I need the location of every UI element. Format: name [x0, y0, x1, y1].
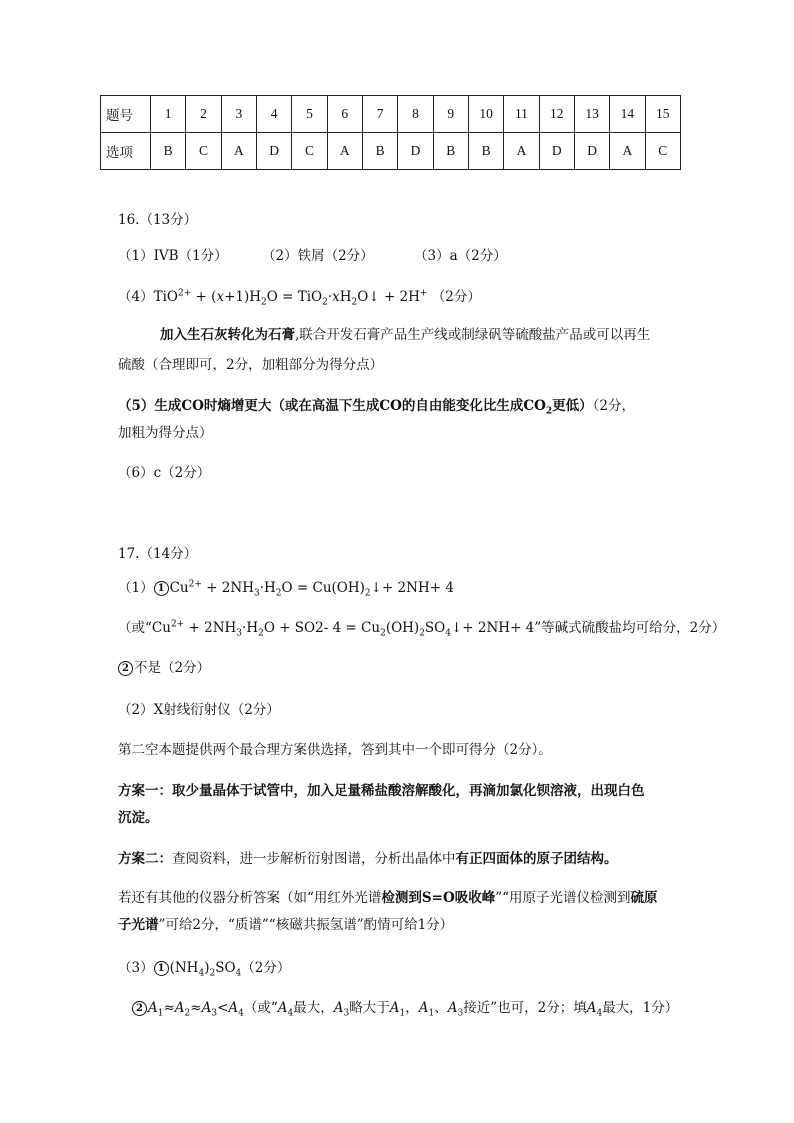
- answer-option: D: [574, 133, 609, 170]
- eq-text: ·H: [259, 580, 276, 596]
- question-number: 5: [292, 96, 327, 133]
- answer-option: D: [539, 133, 574, 170]
- key-point: 硫原: [630, 890, 658, 906]
- eq-text: ): [204, 960, 210, 976]
- eq-sub: 4: [235, 968, 242, 979]
- answer-table: [100, 95, 681, 170]
- q17-part3-1: [118, 958, 290, 978]
- answer-option: A: [327, 133, 362, 170]
- eq-text: O = Cu(OH): [281, 580, 365, 596]
- eq-sub: 4: [445, 628, 451, 639]
- answer-option: B: [362, 133, 397, 170]
- key-point: 更低）: [552, 398, 593, 414]
- q16-part4-text-line2: 硫酸（合理即可，2分，加粗部分为得分点）: [118, 357, 384, 373]
- question-number: 2: [186, 96, 221, 133]
- q16-part5-line1: [118, 396, 635, 416]
- key-point: （5）生成CO时熵增更大（或在高温下生成CO的自由能变化比生成CO: [118, 398, 546, 414]
- circled-number-1: 1: [154, 961, 169, 976]
- q17-plan1-line1: 方案一：取少量晶体于试管中，加入足量稀盐酸溶解酸化，再滴加氯化钡溶液，出现白色: [118, 783, 645, 799]
- eq-text: O = TiO: [266, 289, 323, 305]
- eq-text: + (: [191, 289, 217, 305]
- eq-text: + 2NH: [184, 620, 237, 636]
- sub: 4: [287, 1008, 294, 1019]
- q17-part1-equation: [118, 578, 454, 598]
- eq-text: +1)H: [224, 289, 262, 305]
- symbol: <: [217, 1000, 229, 1016]
- text: ”可给2分，“质谱”“核磁共振氢谱”酌情可给1分）: [158, 917, 454, 933]
- q17-other-line2: [118, 915, 453, 935]
- question-number: 1: [151, 96, 186, 133]
- question-number: 6: [327, 96, 362, 133]
- question-number: 15: [645, 96, 680, 133]
- var: A: [586, 1000, 597, 1016]
- answer-option: D: [398, 133, 433, 170]
- symbol: ≈: [190, 1000, 202, 1016]
- q17-title: 17.（14分）: [118, 546, 198, 562]
- answer-table-number-row: [101, 96, 681, 133]
- sub: 1: [399, 1008, 406, 1019]
- sub: 1: [428, 1008, 435, 1019]
- row-label-number: 题号: [101, 96, 151, 133]
- eq-sub: 2: [275, 588, 282, 599]
- circled-number-1: 1: [154, 581, 169, 596]
- eq-text: ·: [327, 289, 333, 305]
- eq-text: O↓ + 2H: [357, 289, 420, 305]
- eq-sup: 2+: [177, 288, 192, 299]
- q16-part5-line2: 加粗为得分点）: [118, 425, 213, 441]
- answer-option: B: [468, 133, 503, 170]
- var: A: [389, 1000, 400, 1016]
- eq-var: x: [216, 289, 225, 305]
- sub: 2: [184, 1008, 191, 1019]
- sub: 4: [238, 1008, 244, 1019]
- text: 查阅资料，进一步解析衍射图谱，分析出晶体中: [172, 851, 456, 867]
- plan-label: 方案二：: [118, 851, 172, 867]
- text: （3）: [118, 960, 154, 976]
- question-number: 9: [433, 96, 468, 133]
- text: （1）: [118, 580, 154, 596]
- q16-part3: （3）a（2分）: [414, 248, 507, 264]
- key-point: 检测到S=O吸收峰: [381, 890, 496, 906]
- text: 不是（2分）: [134, 660, 211, 676]
- answer-option: A: [610, 133, 645, 170]
- eq-sub: 3: [236, 628, 243, 639]
- question-number: 7: [362, 96, 397, 133]
- var: A: [201, 1000, 212, 1016]
- var: A: [447, 1000, 458, 1016]
- sub: 4: [596, 1008, 603, 1019]
- circled-number-2: 2: [132, 1001, 147, 1016]
- answer-option: C: [186, 133, 221, 170]
- eq-text: SO: [215, 960, 236, 976]
- text: （2分，: [592, 398, 636, 414]
- answer-option: A: [221, 133, 256, 170]
- text: 略大于: [349, 1000, 390, 1016]
- eq-text: Cu: [169, 580, 189, 596]
- key-point: 有正四面体的原子团结构。: [455, 851, 618, 867]
- var: A: [277, 1000, 288, 1016]
- eq-sub: 2: [380, 628, 386, 639]
- eq-sub: 2: [545, 406, 553, 417]
- var: A: [418, 1000, 429, 1016]
- q17-part3-2: [132, 998, 678, 1018]
- question-number: 3: [221, 96, 256, 133]
- text: 接近”也可，2分；填: [463, 1000, 587, 1016]
- answer-option: C: [292, 133, 327, 170]
- eq-text: H: [339, 289, 352, 305]
- eq-text: SO: [424, 620, 446, 636]
- eq-text: O + SO2- 4 = Cu: [263, 620, 381, 636]
- eq-sub: 4: [198, 968, 205, 979]
- eq-text: ·H: [242, 620, 259, 636]
- q16-part6: （6）c（2分）: [118, 465, 211, 481]
- eq-sub: 2: [209, 968, 216, 979]
- q16-part4-equation: [118, 287, 481, 307]
- q17-note: 第二空本题提供两个最合理方案供选择，答到其中一个即可得分（2分）。: [118, 742, 552, 758]
- text: 若还有其他的仪器分析答案（如“用红外光谱: [118, 890, 382, 906]
- eq-text: （4）TiO: [118, 289, 178, 305]
- question-number: 11: [504, 96, 539, 133]
- text: ”“用原子光谱仪检测到: [495, 890, 631, 906]
- question-number: 13: [574, 96, 609, 133]
- question-number: 10: [468, 96, 503, 133]
- sub: 1: [157, 1008, 164, 1019]
- eq-text: ↓+ 2NH+ 4: [370, 580, 454, 596]
- sub: 3: [211, 1008, 218, 1019]
- q16-part1: （1）IVB（1分）: [118, 248, 228, 264]
- q17-plan1-line2: 沉淀。: [118, 810, 159, 826]
- text: 、: [434, 1000, 448, 1016]
- question-number: 12: [539, 96, 574, 133]
- circled-number-2: 2: [118, 661, 133, 676]
- q16-part4-text-line1: [160, 325, 650, 345]
- eq-sub: 2: [322, 297, 328, 308]
- answer-option: C: [645, 133, 680, 170]
- sub: 3: [457, 1008, 464, 1019]
- eq-sub: 2: [261, 297, 267, 308]
- eq-text: (OH): [385, 620, 420, 636]
- eq-sub: 2: [364, 588, 371, 599]
- eq-sup: +: [419, 288, 428, 299]
- var: A: [333, 1000, 344, 1016]
- text: ↓+ 2NH+ 4”等碱式硫酸盐均可给分，2分）: [450, 620, 726, 636]
- sub: 3: [343, 1008, 350, 1019]
- q17-part1-alt: [118, 618, 725, 638]
- text: ,联合开发石膏产品生产线或制绿矾等硫酸盐产品或可以再生: [295, 327, 651, 343]
- key-point: 子光谱: [118, 917, 159, 933]
- eq-sub: 2: [419, 628, 425, 639]
- q17-part2: （2）X射线衍射仪（2分）: [118, 702, 280, 718]
- text: （2分）: [241, 960, 291, 976]
- q17-other-line1: [118, 888, 658, 908]
- text: 最大，1分）: [602, 1000, 679, 1016]
- var: A: [148, 1000, 158, 1016]
- text: （或“Cu: [118, 620, 171, 636]
- answer-option: A: [504, 133, 539, 170]
- question-number: 14: [610, 96, 645, 133]
- eq-sub: 3: [253, 588, 260, 599]
- eq-text: (NH: [169, 960, 199, 976]
- text: ，: [405, 1000, 419, 1016]
- q16-part2: （2）铁屑（2分）: [262, 248, 374, 264]
- eq-sub: 2: [351, 297, 358, 308]
- eq-text: + 2NH: [201, 580, 254, 596]
- var: A: [174, 1000, 185, 1016]
- text: 最大，: [293, 1000, 334, 1016]
- q17-plan2: [118, 849, 618, 869]
- eq-sup: 2+: [170, 619, 185, 630]
- q16-title: 16.（13分）: [118, 212, 198, 228]
- answer-table-option-row: [101, 133, 681, 170]
- row-label-option: 选项: [101, 133, 151, 170]
- answer-option: D: [256, 133, 291, 170]
- answer-option: B: [433, 133, 468, 170]
- eq-sub: 2: [258, 628, 264, 639]
- question-number: 4: [256, 96, 291, 133]
- text: （或“: [243, 1000, 278, 1016]
- key-point: 加入生石灰转化为石膏: [160, 327, 295, 343]
- q17-part1-2: [118, 658, 210, 678]
- question-number: 8: [398, 96, 433, 133]
- eq-var: x: [332, 289, 340, 305]
- symbol: ≈: [163, 1000, 175, 1016]
- answer-option: B: [151, 133, 186, 170]
- var: A: [228, 1000, 239, 1016]
- eq-text: （2分）: [427, 289, 481, 305]
- eq-sup: 2+: [188, 579, 202, 590]
